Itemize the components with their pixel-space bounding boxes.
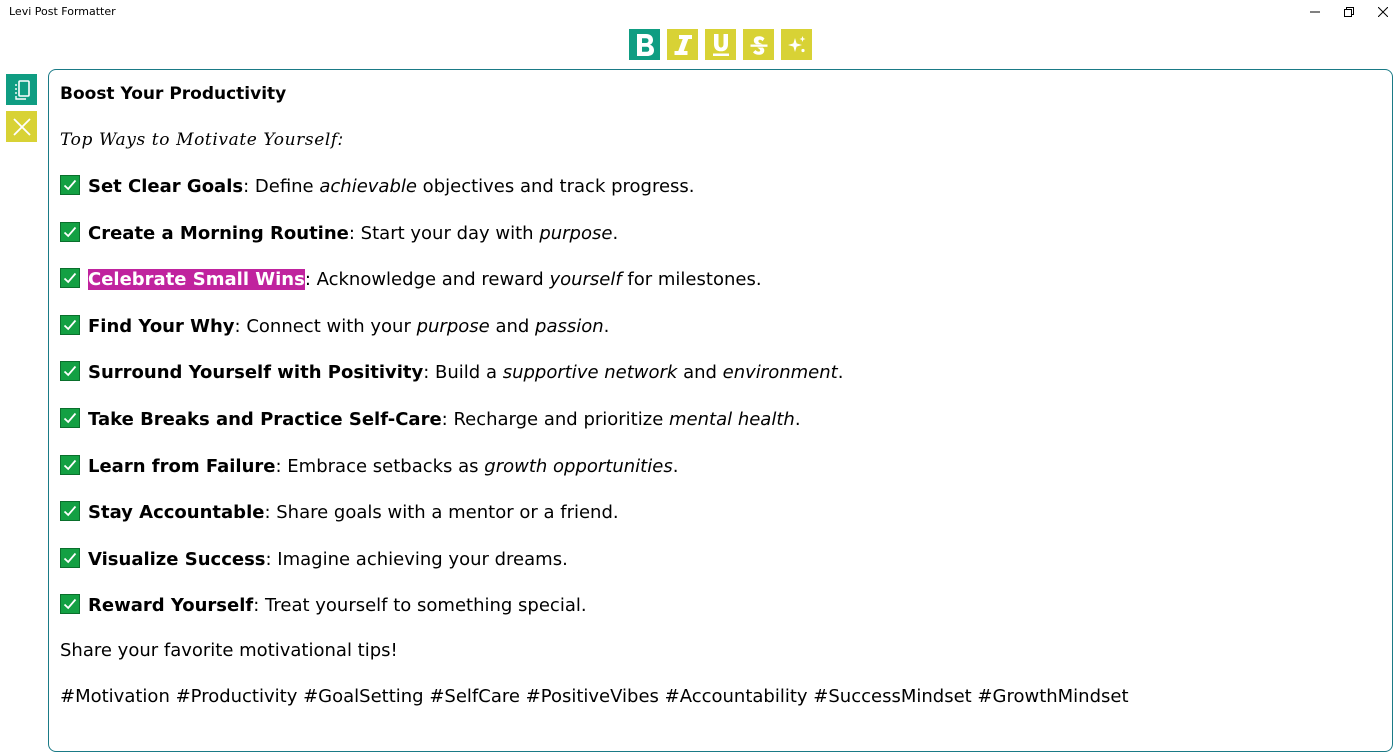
item-text: and <box>489 315 536 337</box>
list-item <box>60 268 762 291</box>
subheading-text: Top Ways to Motivate Yourself <box>60 130 338 150</box>
checkmark-icon <box>60 268 80 288</box>
item-text: : Treat yourself to something special. <box>253 595 587 617</box>
post-subheading <box>60 129 344 151</box>
copy-icon <box>11 79 33 101</box>
checkmark-icon <box>60 501 80 521</box>
bold-icon <box>633 32 657 58</box>
item-text: . <box>672 455 679 477</box>
app-title: Levi Post Formatter <box>9 5 116 18</box>
item-text: purpose <box>416 315 490 337</box>
bold-button[interactable] <box>629 29 660 60</box>
copy-button[interactable] <box>6 74 37 105</box>
item-title: Celebrate Small Wins <box>88 269 305 291</box>
list-item <box>60 594 587 617</box>
item-text: : Define <box>243 176 320 197</box>
item-text: : Recharge and prioritize <box>441 409 669 430</box>
underline-button[interactable] <box>705 29 736 60</box>
checkmark-icon <box>60 408 80 428</box>
item-text: supportive network <box>502 362 678 384</box>
checkmark-icon <box>60 548 80 568</box>
item-text: : Share goals with a mentor or a friend. <box>264 502 619 524</box>
item-text: . <box>603 315 610 337</box>
close-window-button[interactable] <box>1366 0 1399 24</box>
item-text: passion <box>535 315 604 337</box>
item-text: : Start your day with <box>348 222 540 244</box>
close-icon <box>12 117 32 137</box>
item-text: growth opportunities <box>484 455 673 477</box>
item-title: Take Breaks and Practice Self-Care <box>88 409 442 430</box>
list-item <box>60 455 678 478</box>
italic-button[interactable] <box>667 29 698 60</box>
item-title: Surround Yourself with Positivity <box>88 362 424 384</box>
list-item <box>60 315 609 338</box>
restore-button[interactable] <box>1332 0 1366 24</box>
checkmark-icon <box>60 361 80 381</box>
title-bar <box>0 0 1399 24</box>
item-title: Create a Morning Routine <box>88 222 349 244</box>
item-text: . <box>837 362 844 384</box>
list-item <box>60 408 801 431</box>
list-item <box>60 548 568 571</box>
list-item <box>60 175 695 198</box>
item-title: Visualize Success <box>88 548 266 570</box>
item-text: mental health <box>669 409 795 430</box>
post-heading: Boost Your Productivity <box>60 84 287 104</box>
item-text: : Embrace setbacks as <box>275 455 485 477</box>
item-text: yourself <box>549 269 622 291</box>
item-text: environment <box>722 362 838 384</box>
item-text: : Acknowledge and reward <box>304 269 550 291</box>
item-text: . <box>794 409 801 430</box>
strikethrough-button[interactable] <box>743 29 774 60</box>
item-title: Set Clear Goals <box>88 176 244 197</box>
item-text: . <box>612 222 619 244</box>
item-text: : Build a <box>423 362 503 384</box>
item-text: and <box>677 362 723 384</box>
formatting-toolbar <box>629 29 812 60</box>
item-text: purpose <box>539 222 613 244</box>
hashtags-line: #Motivation #Productivity #GoalSetting #SelfCare #PositiveVibes #Accountability #SuccessMindset #GrowthMindset <box>60 686 1129 707</box>
list-item <box>60 222 618 245</box>
minimize-icon <box>1310 7 1320 17</box>
checkmark-icon <box>60 455 80 475</box>
item-text: : Imagine achieving your dreams. <box>265 548 568 570</box>
post-editor[interactable] <box>48 69 1393 752</box>
item-text: : Connect with your <box>234 315 417 337</box>
item-title: Stay Accountable <box>88 502 265 524</box>
restore-icon <box>1344 7 1354 17</box>
italic-icon <box>672 33 694 57</box>
checkmark-icon <box>60 222 80 242</box>
underline-icon <box>710 33 732 57</box>
sparkle-button[interactable] <box>781 29 812 60</box>
list-item <box>60 361 843 384</box>
item-title: Find Your Why <box>88 315 235 337</box>
checkmark-icon <box>60 594 80 614</box>
strikethrough-icon <box>748 33 770 57</box>
item-text: achievable <box>319 176 417 197</box>
list-item <box>60 501 619 524</box>
item-title: Learn from Failure <box>88 455 276 477</box>
checkmark-icon <box>60 315 80 335</box>
clear-button[interactable] <box>6 111 37 142</box>
sparkle-icon <box>786 34 808 56</box>
close-icon <box>1378 7 1388 17</box>
item-title: Reward Yourself <box>88 595 254 617</box>
closing-line: Share your favorite motivational tips! <box>60 640 398 661</box>
item-text: for milestones. <box>621 269 762 291</box>
minimize-button[interactable] <box>1298 0 1332 24</box>
checkmark-icon <box>60 175 80 195</box>
subheading-colon: : <box>337 130 345 150</box>
item-text: objectives and track progress. <box>416 176 695 197</box>
